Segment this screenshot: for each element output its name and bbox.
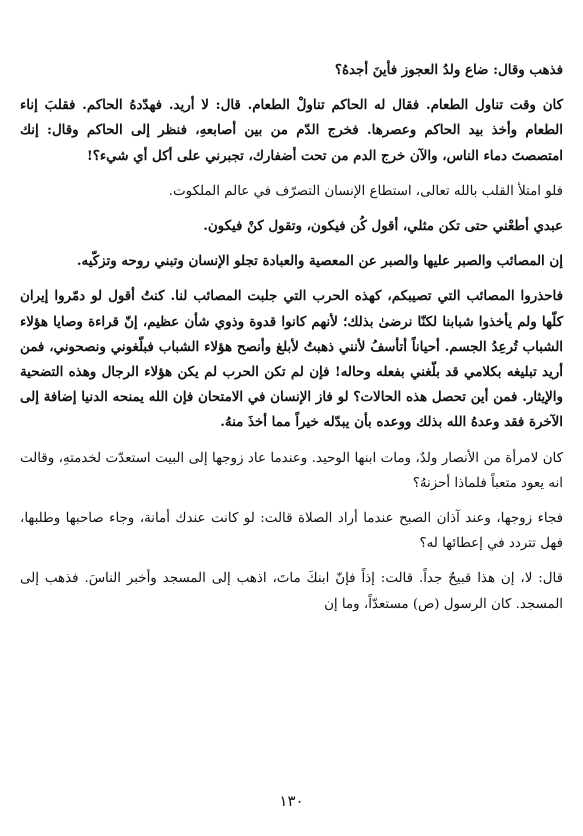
paragraph-1: فذهب وقال: ضاع ولدُ العجوز فأينَ أجدهُ؟ (334, 62, 563, 78)
paragraph-2: كان وقت تناول الطعام. فقال له الحاكم تناولْ الطعام. قال: لا أريد. فهدّدهُ الحاكم. فقلبَ إناء الطعام وأخذ بيد الحاكم وعصرها. فخرج الدّم من بين أصابعهِ، فنظر إلى الحاكم وقال: إنك امتصصتَ دماء الناس، والآن خرج الدم من تحت أضفارك، تجبرني على أكل أي شيء؟! (20, 97, 563, 164)
paragraph-9: قال: لا، إن هذا قبيحٌ جداً. قالت: إذاً فإنّ ابنكَ ماتَ، اذهب إلى المسجد وأخبر الناسَ. فذهب إلى المسجد. كان الرسول (ص) مستعدّاً، وما إن (20, 571, 563, 612)
body-text (20, 58, 563, 627)
paragraph-5: إن المصائب والصبر عليها والصبر عن المعصية والعبادة تجلو الإنسان وتبني روحه وتزكّيه. (76, 253, 563, 270)
paragraph-7: كان لامرأة من الأنصار ولدٌ، ومات ابنها الوحيد. وعندما عاد زوجها إلى البيت استعدّت لخدمتهِ، وقالت انه يعود متعباً فلماذا أحزنهُ؟ (20, 450, 563, 491)
paragraph-6: فاحذروا المصائب التي تصيبكم، كهذه الحرب التي جلبت المصائب لنا. كنتُ أقول لو دمّروا إيران كلّها ولم يأخذوا شبابنا لكنّا نرضىٰ بذلك؛ لأنهم كانوا قدوة وذوي شأن عظيم، إنّ قراءة وصايا هؤلاء الشباب تُرعِدُ الجسم. أحياناً أتأسفُ لأنني ذهبتُ لأبلغ وأنصح هؤلاء الشباب فبلّغوني ونصحوني، فمن أريد تبليغه بكلامي قد بلّغني بفعله وحاله! فإن لم تكن الحرب لم يكن هؤلاء الرجال وهذه التضحية والإيثار. فمن أين تحصل هذه الحالات؟ لو فاز الإنسان في الامتحان فإن الله يمنحه الدنيا إضافة إلى الآخرة فقد وعدهُ الله بذلك ووعده بأن يبدّله خيراً مما أخذَ منهُ. (20, 288, 563, 431)
paragraph-8: فجاء زوجها، وعند آذان الصبح عندما أراد الصلاة قالت: لو كانت عندك أمانة، وجاء صاحبها وطلبها، فهل تتردد في إعطائها له؟ (20, 511, 563, 552)
page-number: ١٣٠ (279, 792, 304, 810)
paragraph-4: عبدي أطعْني حتى تكن مثلي، أقول كُن فيكون، وتقول كنْ فيكون. (203, 218, 563, 235)
paragraph-3: فلو امتلأ القلب بالله تعالى، استطاع الإنسان التصرّف في عالم الملكوت. (168, 183, 563, 199)
